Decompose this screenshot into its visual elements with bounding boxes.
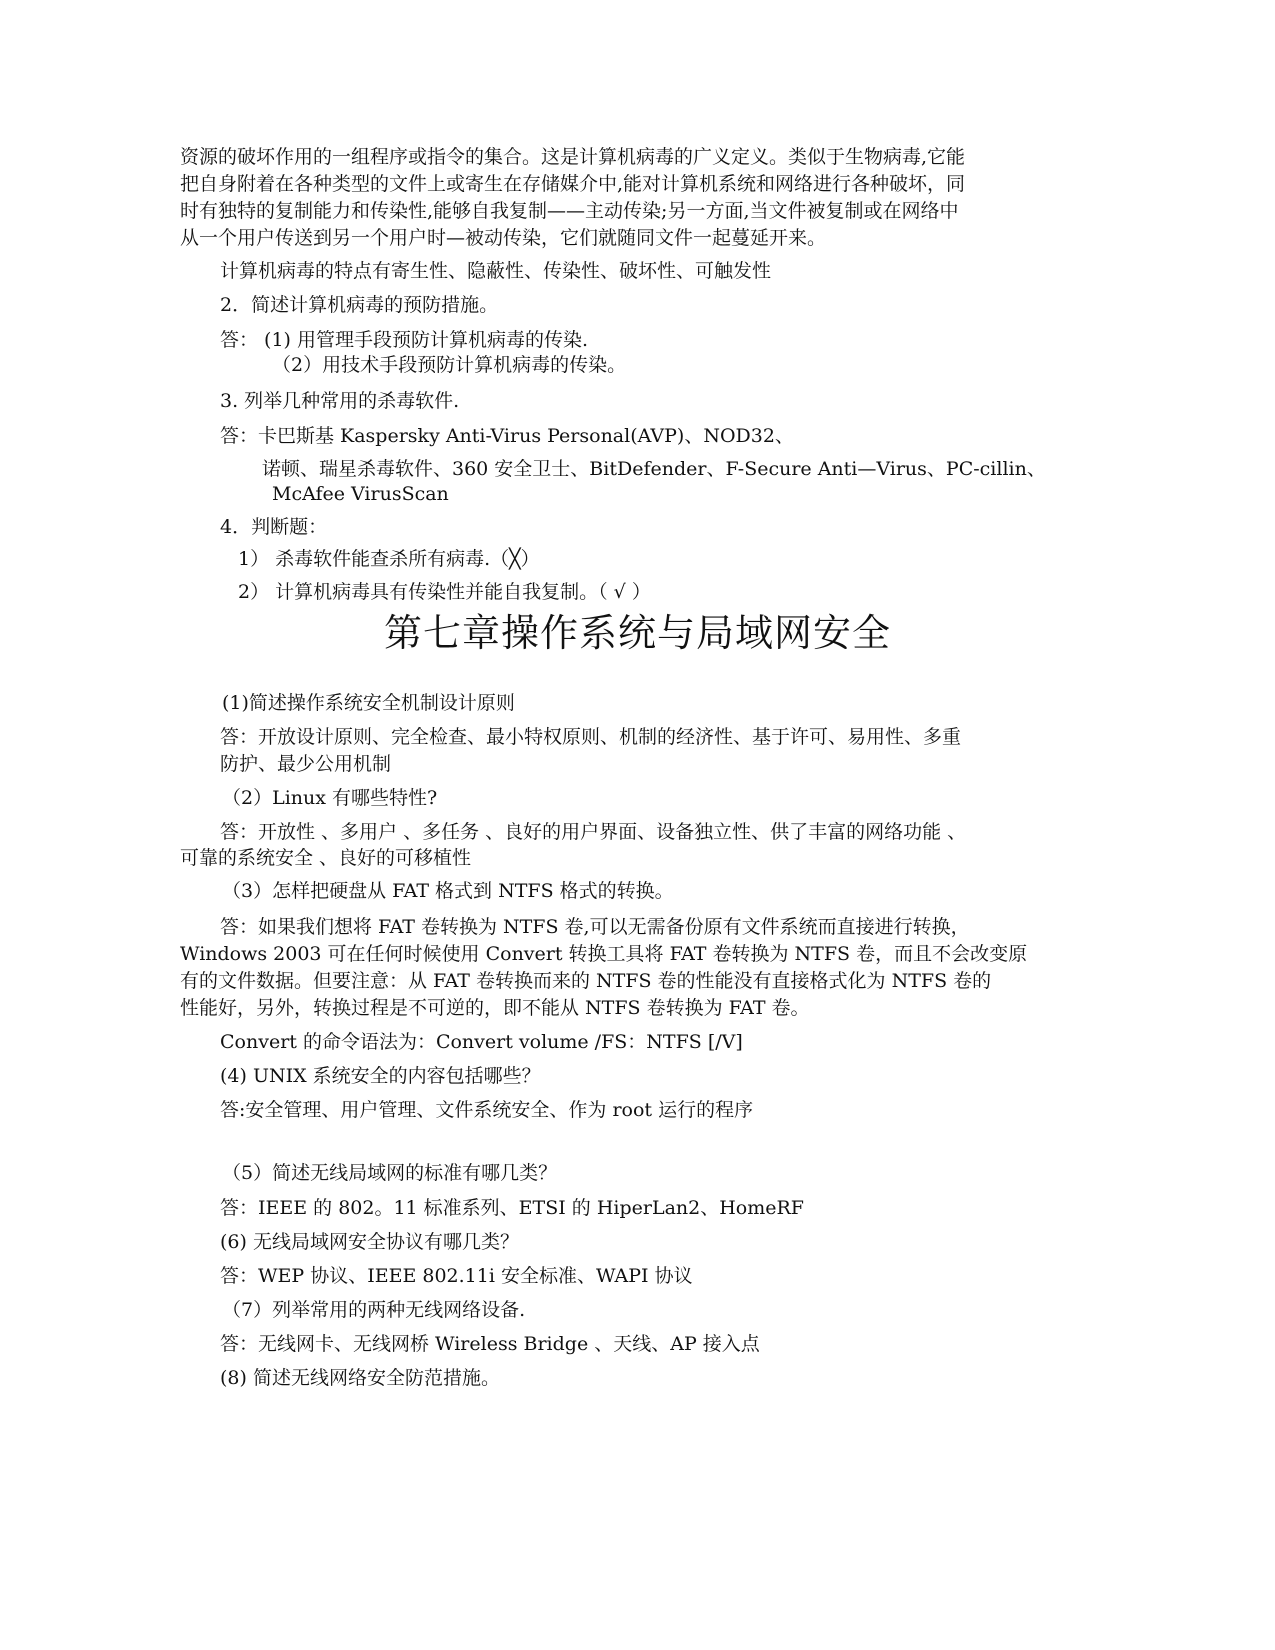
- answer-3-line-3: McAfee VirusScan: [272, 483, 449, 505]
- chapter-answer-7: 答：无线网卡、无线网桥 Wireless Bridge 、天线、AP 接入点: [220, 1333, 760, 1355]
- chapter-answer-2-line-2: 可靠的系统安全 、良好的可移植性: [180, 847, 472, 869]
- intro-line-4: 从一个用户传送到另一个用户时—被动传染，它们就随同文件一起蔓延开来。: [180, 227, 827, 249]
- chapter-answer-3-line-4: 性能好，另外，转换过程是不可逆的，即不能从 NTFS 卷转换为 FAT 卷。: [180, 997, 810, 1019]
- chapter-question-4: (4) UNIX 系统安全的内容包括哪些？: [220, 1065, 541, 1087]
- intro-line-3: 时有独特的复制能力和传染性,能够自我复制——主动传染;另一方面,当文件被复制或在网络中: [180, 200, 959, 222]
- judgement-item-1: 1） 杀毒软件能查杀所有病毒.（╳）: [238, 548, 540, 570]
- chapter-answer-1-line-2: 防护、最少公用机制: [220, 753, 392, 775]
- chapter-question-2: （2）Linux 有哪些特性?: [222, 787, 438, 809]
- convert-command-syntax: Convert 的命令语法为：Convert volume /FS：NTFS [/V]: [220, 1031, 743, 1053]
- intro-line-1: 资源的破坏作用的一组程序或指令的集合。这是计算机病毒的广义定义。类似于生物病毒,它能: [180, 146, 966, 168]
- chapter-answer-5: 答：IEEE 的 802。11 标准系列、ETSI 的 HiperLan2、HomeRF: [220, 1197, 804, 1219]
- chapter-question-7: （7）列举常用的两种无线网络设备.: [222, 1299, 526, 1321]
- chapter-question-3: （3）怎样把硬盘从 FAT 格式到 NTFS 格式的转换。: [222, 880, 674, 902]
- chapter-answer-2-line-1: 答：开放性 、多用户 、多任务 、良好的用户界面、设备独立性、供了丰富的网络功能 、: [220, 821, 967, 843]
- answer-2-line-2: （2）用技术手段预防计算机病毒的传染。: [272, 354, 627, 376]
- judgement-item-2: 2） 计算机病毒具有传染性并能自我复制。（ √ ）: [238, 581, 651, 603]
- answer-3-line-2: 诺顿、瑞星杀毒软件、360 安全卫士、BitDefender、F-Secure Anti—Virus、PC-cillin、: [262, 458, 1046, 480]
- question-3: 3. 列举几种常用的杀毒软件.: [220, 390, 460, 412]
- chapter-question-6: (6) 无线局域网安全协议有哪几类？: [220, 1231, 519, 1253]
- answer-2-line-1: 答： (1) 用管理手段预防计算机病毒的传染.: [220, 329, 589, 351]
- chapter-question-5: （5）简述无线局域网的标准有哪几类？: [222, 1162, 558, 1184]
- virus-features-line: 计算机病毒的特点有寄生性、隐蔽性、传染性、破坏性、可触发性: [220, 260, 772, 282]
- chapter-answer-6: 答：WEP 协议、IEEE 802.11i 安全标准、WAPI 协议: [220, 1265, 693, 1287]
- intro-line-2: 把自身附着在各种类型的文件上或寄生在存储媒介中,能对计算机系统和网络进行各种破坏，同: [180, 173, 966, 195]
- chapter-answer-1-line-1: 答：开放设计原则、完全检查、最小特权原则、机制的经济性、基于许可、易用性、多重: [220, 726, 962, 748]
- question-2: 2．简述计算机病毒的预防措施。: [220, 294, 499, 316]
- chapter-answer-3-line-3: 有的文件数据。但要注意：从 FAT 卷转换而来的 NTFS 卷的性能没有直接格式化为 NTFS 卷的: [180, 970, 992, 992]
- chapter-question-1: (1)简述操作系统安全机制设计原则: [222, 692, 515, 714]
- chapter-answer-4: 答:安全管理、用户管理、文件系统安全、作为 root 运行的程序: [220, 1099, 754, 1121]
- chapter-question-8: (8) 简述无线网络安全防范措施。: [220, 1367, 500, 1389]
- chapter-answer-3-line-2: Windows 2003 可在任何时候使用 Convert 转换工具将 FAT 卷转换为 NTFS 卷，而且不会改变原: [180, 943, 1028, 965]
- chapter-answer-3-line-1: 答：如果我们想将 FAT 卷转换为 NTFS 卷,可以无需备份原有文件系统而直接进行转换，: [220, 916, 970, 938]
- chapter-title: 第七章操作系统与局域网安全: [383, 611, 891, 655]
- answer-3-line-1: 答：卡巴斯基 Kaspersky Anti-Virus Personal(AVP)、NOD32、: [220, 425, 794, 447]
- question-4: 4．判断题：: [220, 516, 328, 538]
